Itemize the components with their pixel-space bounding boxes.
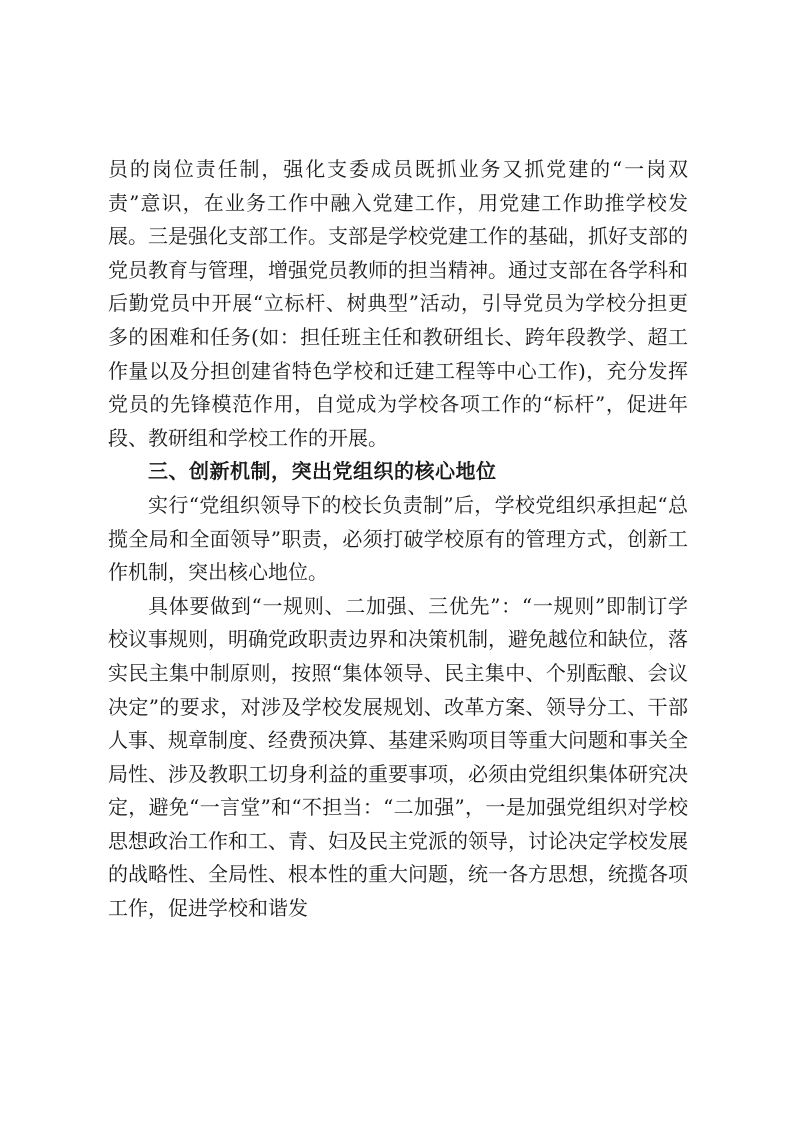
document-body — [108, 153, 688, 926]
paragraph: 具体要做到“一规则、二加强、三优先”：“一规则”即制订学校议事规则，明确党政职责边界和决策机制，避免越位和缺位，落实民主集中制原则，按照“集体领导、民主集中、个别酝酿、会议决定”的要求，对涉及学校发展规划、改革方案、领导分工、干部人事、规章制度、经费预决算、基建采购项目等重大问题和事关全局性、涉及教职工切身利益的重要事项，必须由党组织集体研究决定，避免“一言堂”和“不担当：“二加强”，一是加强党组织对学校思想政治工作和工、青、妇及民主党派的领导，讨论决定学校发展的战略性、全局性、根本性的重大问题，统一各方思想，统揽各项工作，促进学校和谐发 — [108, 593, 688, 921]
paragraph: 实行“党组织领导下的校长负责制”后，学校党组织承担起“总揽全局和全面领导”职责，必须打破学校原有的管理方式，创新工作机制，突出核心地位。 — [108, 492, 688, 585]
paragraph-continuation: 员的岗位责任制，强化支委成员既抓业务又抓党建的“一岗双责”意识，在业务工作中融入党建工作，用党建工作助推学校发展。三是强化支部工作。支部是学校党建工作的基础，抓好支部的党员教育与管理，增强党员教师的担当精神。通过支部在各学科和后勤党员中开展“立标杆、树典型”活动，引导党员为学校分担更多的困难和任务(如：担任班主任和教研组长、跨年段教学、超工作量以及分担创建省特色学校和迁建工程等中心工作)，充分发挥党员的先锋模范作用，自觉成为学校各项工作的“标杆”，促进年段、教研组和学校工作的开展。 — [108, 157, 688, 450]
section-heading: 三、创新机制，突出党组织的核心地位 — [148, 459, 497, 484]
